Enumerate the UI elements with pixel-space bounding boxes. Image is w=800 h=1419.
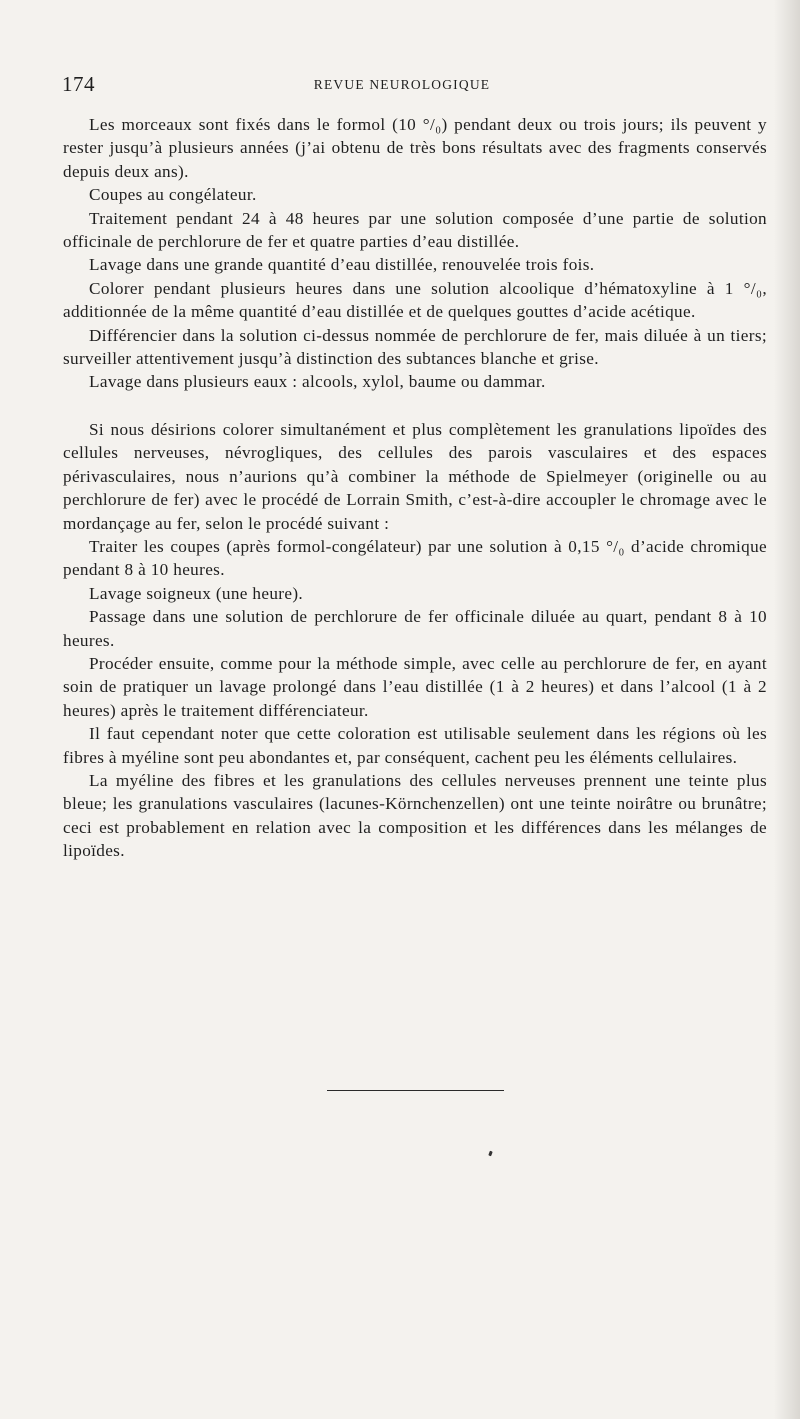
paragraph: Il faut cependant noter que cette coloration est utilisable seulement dans les régions où les fibres à myéline sont peu abondantes et, par conséquent, cachent peu les éléments cellulaires. (63, 724, 767, 767)
body-text (63, 113, 767, 863)
paragraph: Les morceaux sont fixés dans le formol (10 °/₀) pendant deux ou trois jours; ils peuvent y rester jusqu’à plusieurs années (j’ai obtenu de très bons résultats avec des fragments conservés depuis deux ans). (63, 115, 767, 181)
ink-speck (488, 1151, 493, 1157)
paragraph: Lavage dans plusieurs eaux : alcools, xylol, baume ou dammar. (89, 372, 546, 392)
page-number: 174 (62, 72, 95, 96)
paragraph: Procéder ensuite, comme pour la méthode simple, avec celle au perchlorure de fer, en ayant soin de pratiquer un lavage prolongé dans l’eau distillée (1 à 2 heures) et dans l’alcool (1 à 2 heures) après le traitement différenciateur. (63, 653, 767, 720)
running-head: REVUE NEUROLOGIQUE (313, 77, 491, 92)
paragraph: Coupes au congélateur. (89, 185, 257, 205)
paragraph: Traiter les coupes (après formol-congélateur) par une solution à 0,15 °/₀ d’acide chromique pendant 8 à 10 heures. (63, 536, 767, 580)
paragraph: Différencier dans la solution ci-dessus nommée de perchlorure de fer, mais diluée à un tiers; surveiller attentivement jusqu’à distinction des subtances blanche et grise. (63, 325, 767, 369)
page-edge-shadow (774, 0, 800, 1419)
section-gap (63, 394, 767, 418)
page-header (62, 72, 742, 98)
paragraph: Traitement pendant 24 à 48 heures par une solution composée d’une partie de solution officinale de perchlorure de fer et quatre parties d’eau distillée. (63, 208, 767, 252)
paragraph: La myéline des fibres et les granulations des cellules nerveuses prennent une teinte plus bleue; les granulations vasculaires (lacunes-Körnchenzellen) ont une teinte noirâtre ou brunâtre; ceci est probablement en relation avec la composition et les différences dans les mélanges de lipoïdes. (63, 770, 767, 861)
paragraph: Lavage dans une grande quantité d’eau distillée, renouvelée trois fois. (89, 255, 595, 275)
end-rule (327, 1090, 504, 1091)
paragraph: Passage dans une solution de perchlorure de fer officinale diluée au quart, pendant 8 à 10 heures. (63, 607, 767, 650)
paragraph: Si nous désirions colorer simultanément et plus complètement les granulations lipoïdes des cellules nerveuses, névrogliques, des cellules des parois vasculaires et des espaces périvasculaires, nous n’aurions qu’à combiner la méthode de Spielmeyer (originelle ou au perchlorure de fer) avec le procédé de Lorrain Smith, c’est-à-dire accoupler le chromage avec le mordançage au fer, selon le procédé suivant : (63, 419, 767, 533)
paragraph: Lavage soigneux (une heure). (89, 583, 304, 603)
paragraph: Colorer pendant plusieurs heures dans une solution alcoolique d’hématoxyline à 1 °/₀, additionnée de la même quantité d’eau distillée et de quelques gouttes d’acide acétique. (63, 278, 767, 322)
